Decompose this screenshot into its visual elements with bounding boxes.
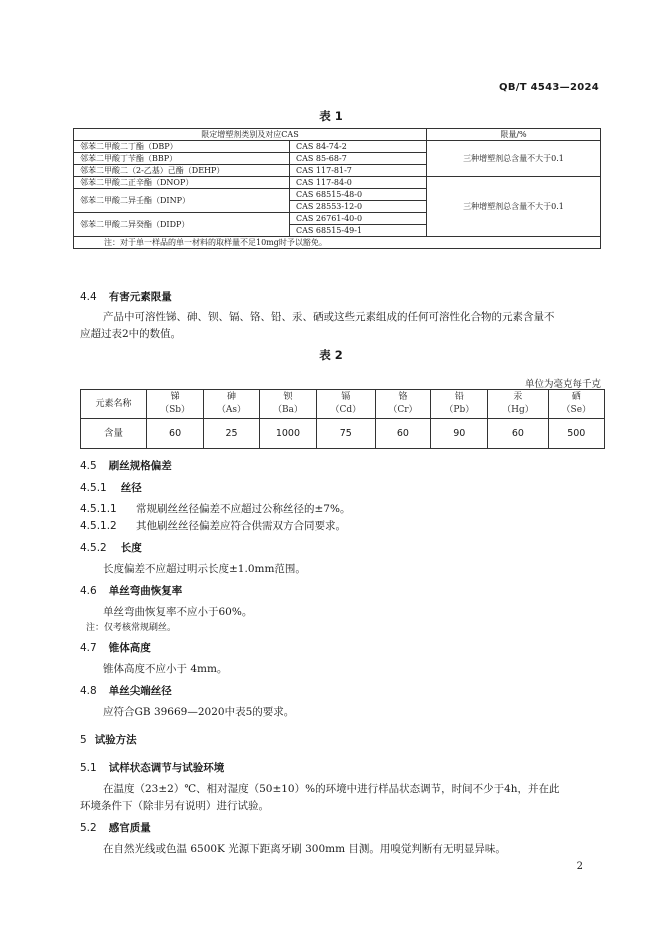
section-5-heading — [80, 732, 137, 747]
table1-caption: 表 1 — [319, 109, 343, 123]
element-cell — [431, 390, 488, 419]
plasticizer-name: 邻苯二甲酸丁苄酯（BBP） — [74, 153, 290, 165]
section-title: 丝径 — [120, 482, 142, 494]
section-title: 长度 — [120, 542, 142, 554]
section-title: 锥体高度 — [108, 642, 151, 654]
section-title: 单丝弯曲恢复率 — [108, 585, 183, 597]
element-name: 锑 — [170, 392, 180, 402]
section-4-5-1-heading — [80, 480, 142, 495]
section-4-8-text: 应符合GB 39669—2020中表5的要求。 — [103, 706, 295, 718]
cas-number: CAS 68515-49-1 — [290, 225, 427, 237]
section-number: 4.5 — [80, 460, 97, 472]
table-row — [81, 390, 605, 419]
page-number: 2 — [576, 861, 583, 872]
section-4-6-text: 单丝弯曲恢复率不应小于60%。 — [103, 606, 253, 618]
plasticizer-name: 邻苯二甲酸二异癸酯（DIDP） — [74, 213, 290, 237]
element-limit-value: 75 — [317, 419, 375, 449]
element-cell — [548, 390, 604, 419]
element-limit-value: 25 — [204, 419, 260, 449]
plasticizer-name: 邻苯二甲酸二异壬酯（DINP） — [74, 189, 290, 213]
element-name: 钡 — [283, 392, 293, 402]
cas-number: CAS 28553-12-0 — [290, 201, 427, 213]
section-number: 5.1 — [80, 762, 97, 774]
element-name: 铬 — [398, 392, 408, 402]
element-limit-table — [80, 389, 605, 449]
section-5-1-heading — [80, 760, 224, 775]
cas-number: CAS 117-84-0 — [290, 177, 427, 189]
section-5-1-text-line2: 环境条件下（除非另有说明）进行试验。 — [80, 800, 269, 812]
cas-number: CAS 84-74-2 — [290, 141, 427, 153]
table-row — [74, 237, 601, 249]
element-cell — [147, 390, 204, 419]
section-4-6-note: 注：仅考核常规刷丝。 — [86, 623, 177, 633]
standard-number: QB/T 4543—2024 — [499, 82, 599, 93]
element-cell — [375, 390, 431, 419]
section-4-4-paragraph-line1: 产品中可溶性锑、砷、钡、镉、铬、铅、汞、硒或这些元素组成的任何可溶性化合物的元素含量不 — [103, 311, 555, 323]
element-name: 铅 — [454, 392, 464, 402]
plasticizer-name: 邻苯二甲酸二正辛酯（DNOP） — [74, 177, 290, 189]
section-4-4-heading — [80, 289, 172, 304]
section-4-5-2-heading — [80, 540, 142, 555]
item-4-5-1-1 — [80, 501, 350, 516]
section-title: 单丝尖端丝径 — [108, 685, 172, 697]
element-symbol: （As） — [216, 405, 247, 415]
table2-caption: 表 2 — [319, 348, 343, 362]
table-row — [74, 129, 601, 141]
element-cell — [204, 390, 260, 419]
section-title: 刷丝规格偏差 — [108, 460, 172, 472]
section-number: 4.8 — [80, 685, 97, 697]
element-cell — [488, 390, 548, 419]
section-4-7-heading — [80, 640, 151, 655]
plasticizer-name: 邻苯二甲酸二（2-乙基）己酯（DEHP） — [74, 165, 290, 177]
element-limit-value: 90 — [431, 419, 488, 449]
element-limit-value: 60 — [375, 419, 431, 449]
element-symbol: （Hg） — [502, 405, 534, 415]
section-title: 感官质量 — [108, 822, 151, 834]
table2-row-label: 含量 — [81, 419, 147, 449]
element-cell — [259, 390, 316, 419]
section-5-2-heading — [80, 820, 151, 835]
section-number: 4.7 — [80, 642, 97, 654]
element-limit-value: 60 — [488, 419, 548, 449]
element-limit-value: 1000 — [259, 419, 316, 449]
section-number: 5.2 — [80, 822, 97, 834]
table-row — [74, 177, 601, 189]
table1-header-limit: 限量/% — [427, 129, 601, 141]
element-symbol: （Sb） — [160, 405, 191, 415]
cas-number: CAS 68515-48-0 — [290, 189, 427, 201]
section-number: 4.5.2 — [80, 542, 107, 554]
section-title: 试验方法 — [94, 734, 137, 746]
section-title: 有害元素限量 — [108, 291, 172, 303]
table1-header-category: 限定增塑剂类别及对应CAS — [74, 129, 427, 141]
table2-unit: 单位为毫克每千克 — [524, 379, 601, 390]
plasticizer-limit-table — [73, 128, 601, 249]
element-name: 砷 — [226, 392, 236, 402]
section-4-5-heading — [80, 458, 172, 473]
element-symbol: （Cr） — [388, 405, 418, 415]
element-name: 硒 — [571, 392, 581, 402]
element-limit-value: 500 — [548, 419, 604, 449]
cas-number: CAS 26761-40-0 — [290, 213, 427, 225]
item-text: 其他刷丝丝径偏差应符合供需双方合同要求。 — [136, 520, 346, 532]
limit-value: 三种增塑剂总含量不大于0.1 — [427, 177, 601, 237]
section-4-4-paragraph-line2: 应超过表2中的数值。 — [80, 328, 182, 340]
element-symbol: （Ba） — [272, 405, 303, 415]
section-4-5-2-text: 长度偏差不应超过明示长度±1.0mm范围。 — [103, 563, 306, 575]
item-text: 常规刷丝丝径偏差不应超过公称丝径的±7%。 — [136, 503, 351, 515]
plasticizer-name: 邻苯二甲酸二丁酯（DBP） — [74, 141, 290, 153]
element-symbol: （Se） — [561, 405, 592, 415]
element-limit-value: 60 — [147, 419, 204, 449]
element-name: 镉 — [341, 392, 351, 402]
section-title: 试样状态调节与试验环境 — [108, 762, 225, 774]
table-row — [74, 141, 601, 153]
table2-header-label: 元素名称 — [81, 390, 147, 419]
cas-number: CAS 85-68-7 — [290, 153, 427, 165]
section-number: 4.4 — [80, 291, 97, 303]
item-4-5-1-2 — [80, 518, 346, 533]
table1-note: 注：对于单一样品的单一材料的取样量不足10mg时予以豁免。 — [74, 237, 601, 249]
cas-number: CAS 117-81-7 — [290, 165, 427, 177]
section-number: 4.6 — [80, 585, 97, 597]
limit-value: 三种增塑剂总含量不大于0.1 — [427, 141, 601, 177]
table-row — [81, 419, 605, 449]
element-symbol: （Cd） — [330, 405, 362, 415]
section-4-7-text: 锥体高度不应小于 4mm。 — [103, 663, 228, 675]
section-4-6-heading — [80, 583, 182, 598]
section-4-8-heading — [80, 683, 172, 698]
section-5-2-text: 在自然光线或色温 6500K 光源下距离牙刷 300mm 目测。用嗅觉判断有无明显异味。 — [103, 843, 506, 855]
section-5-1-text-line1: 在温度（23±2）℃、相对湿度（50±10）%的环境中进行样品状态调节，时间不少于4h，并在此 — [103, 783, 560, 795]
section-number: 4.5.1 — [80, 482, 107, 494]
element-symbol: （Pb） — [444, 405, 475, 415]
element-cell — [317, 390, 375, 419]
element-name: 汞 — [513, 392, 523, 402]
item-number: 4.5.1.1 — [80, 503, 117, 515]
section-number: 5 — [80, 734, 87, 746]
item-number: 4.5.1.2 — [80, 520, 117, 532]
